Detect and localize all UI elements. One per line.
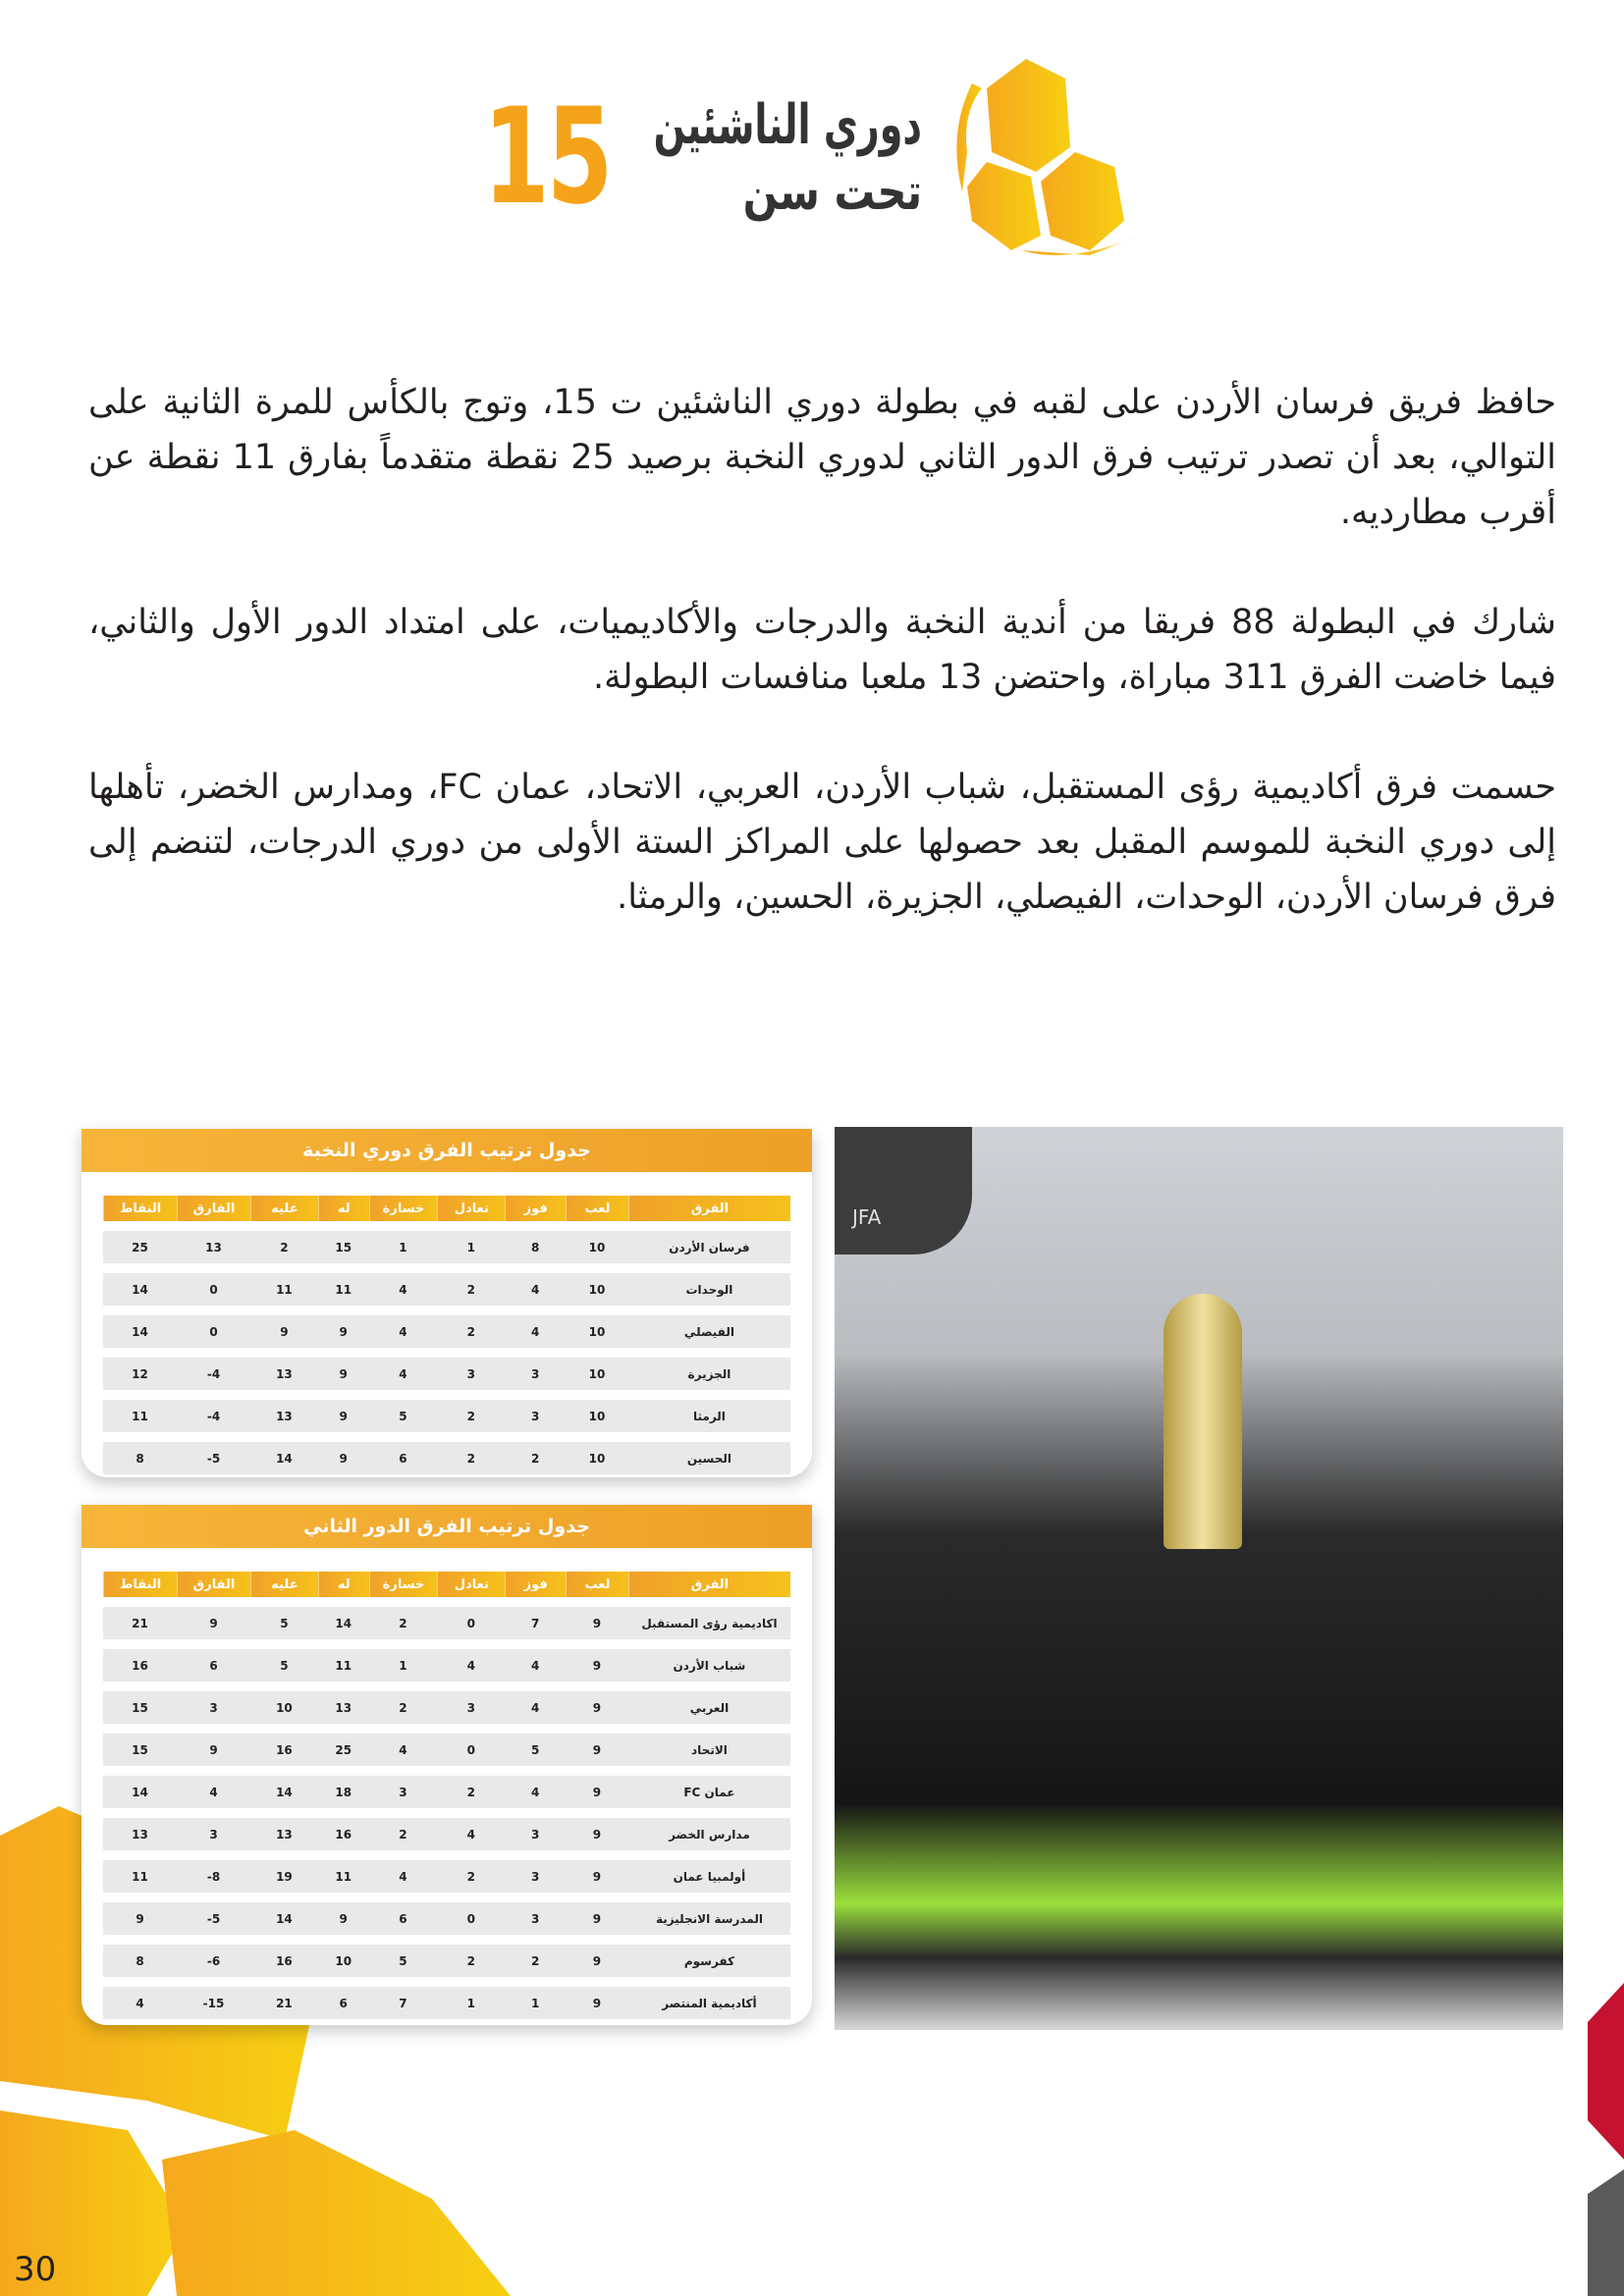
cell-points: 4 <box>103 1987 177 2019</box>
cell-won: 3 <box>505 1358 566 1390</box>
cell-goals-for: 13 <box>318 1691 369 1724</box>
cell-lost: 2 <box>369 1691 438 1724</box>
cell-goal-difference: 0 <box>177 1315 250 1348</box>
cell-goals-against: 19 <box>250 1860 318 1893</box>
cell-goals-for: 11 <box>318 1273 369 1306</box>
cell-team: عمان FC <box>628 1776 790 1808</box>
cell-won: 4 <box>505 1273 566 1306</box>
cell-lost: 4 <box>369 1273 438 1306</box>
cell-goal-difference: 6 <box>177 1649 250 1682</box>
standings-table <box>103 1562 790 2025</box>
cell-goals-against: 5 <box>250 1649 318 1682</box>
logo-age-number: 15 <box>483 80 611 234</box>
cell-won: 3 <box>505 1818 566 1850</box>
cell-drawn: 2 <box>437 1945 505 1977</box>
honeycomb-ball-icon <box>943 54 1164 265</box>
cell-team: المدرسة الانجليزية <box>628 1902 790 1935</box>
decorative-edge-shapes <box>1583 1983 1624 2296</box>
cell-played: 9 <box>566 1734 628 1766</box>
table-row <box>103 1400 790 1432</box>
cell-won: 3 <box>505 1860 566 1893</box>
cell-points: 25 <box>103 1231 177 1263</box>
cell-played: 10 <box>566 1315 628 1348</box>
cell-goals-against: 14 <box>250 1442 318 1474</box>
article-body <box>88 375 1556 980</box>
column-header-drawn: تعادل <box>437 1572 505 1597</box>
column-header-played: لعب <box>566 1572 628 1597</box>
cell-goals-for: 25 <box>318 1734 369 1766</box>
table-row <box>103 1231 790 1263</box>
column-header-goals-for: له <box>318 1572 369 1597</box>
cell-points: 13 <box>103 1818 177 1850</box>
cell-points: 14 <box>103 1776 177 1808</box>
cell-played: 10 <box>566 1273 628 1306</box>
cell-won: 4 <box>505 1776 566 1808</box>
cell-goals-for: 9 <box>318 1315 369 1348</box>
column-header-played: لعب <box>566 1196 628 1221</box>
cell-goals-against: 21 <box>250 1987 318 2019</box>
cell-won: 3 <box>505 1902 566 1935</box>
jfa-badge: JFA <box>835 1127 972 1255</box>
cell-team: كفرسوم <box>628 1945 790 1977</box>
table-row <box>103 1273 790 1306</box>
cell-lost: 1 <box>369 1649 438 1682</box>
cell-goal-difference: 5- <box>177 1442 250 1474</box>
cell-team: أولمبيا عمان <box>628 1860 790 1893</box>
table-row <box>103 1691 790 1724</box>
cell-points: 16 <box>103 1649 177 1682</box>
cell-drawn: 2 <box>437 1273 505 1306</box>
cell-team: اكاديمية رؤى المستقبل <box>628 1607 790 1639</box>
cell-drawn: 1 <box>437 1987 505 2019</box>
column-header-team: الفرق <box>628 1572 790 1597</box>
cell-team: الوحدات <box>628 1273 790 1306</box>
cell-team: الرمثا <box>628 1400 790 1432</box>
cell-goals-for: 18 <box>318 1776 369 1808</box>
cell-drawn: 2 <box>437 1315 505 1348</box>
cell-played: 9 <box>566 1607 628 1639</box>
cell-team: الاتحاد <box>628 1734 790 1766</box>
cell-goals-against: 13 <box>250 1358 318 1390</box>
trophy-icon <box>1164 1294 1242 1549</box>
cell-drawn: 2 <box>437 1860 505 1893</box>
table-row <box>103 1987 790 2019</box>
cell-goal-difference: 4- <box>177 1400 250 1432</box>
cell-points: 9 <box>103 1902 177 1935</box>
cell-goals-against: 13 <box>250 1818 318 1850</box>
cell-lost: 6 <box>369 1442 438 1474</box>
logo-title: دوري الناشئين <box>653 93 922 157</box>
cell-goals-for: 15 <box>318 1231 369 1263</box>
cell-goal-difference: 4- <box>177 1358 250 1390</box>
cell-played: 9 <box>566 1902 628 1935</box>
cell-goals-for: 14 <box>318 1607 369 1639</box>
column-header-team: الفرق <box>628 1196 790 1221</box>
cell-goals-for: 9 <box>318 1400 369 1432</box>
cell-points: 11 <box>103 1860 177 1893</box>
cell-goal-difference: 6- <box>177 1945 250 1977</box>
column-header-points: النقاط <box>103 1196 177 1221</box>
cell-won: 4 <box>505 1649 566 1682</box>
cell-goals-for: 16 <box>318 1818 369 1850</box>
paragraph: حسمت فرق أكاديمية رؤى المستقبل، شباب الأردن، العربي، الاتحاد، عمان FC، ومدارس الخضر، تأهلها إلى دوري النخبة للموسم المقبل بعد حصولها على المراكز الستة الأولى من دوري الدرجات، لتنضم إلى فرق فرسان الأردن، الوحدات، الفيصلي، الجزيرة، الحسين، والرمثا. <box>88 768 1557 917</box>
table-row <box>103 1776 790 1808</box>
column-header-drawn: تعادل <box>437 1196 505 1221</box>
paragraph: حافظ فريق فرسان الأردن على لقبه في بطولة دوري الناشئين ت 15، وتوج بالكأس للمرة الثانية على التوالي، بعد أن تصدر ترتيب فرق الدور الثاني لدوري النخبة برصيد 25 نقطة متقدماً بفارق 11 نقطة عن أقرب مطارديه. <box>88 383 1556 532</box>
cell-goals-against: 5 <box>250 1607 318 1639</box>
cell-points: 12 <box>103 1358 177 1390</box>
cell-won: 1 <box>505 1987 566 2019</box>
cell-won: 2 <box>505 1945 566 1977</box>
cell-won: 8 <box>505 1231 566 1263</box>
cell-goals-for: 9 <box>318 1902 369 1935</box>
cell-goal-difference: 13 <box>177 1231 250 1263</box>
cell-goals-against: 11 <box>250 1273 318 1306</box>
cell-played: 10 <box>566 1400 628 1432</box>
cell-played: 9 <box>566 1860 628 1893</box>
cell-points: 14 <box>103 1273 177 1306</box>
cell-points: 11 <box>103 1400 177 1432</box>
table-row <box>103 1358 790 1390</box>
table-row <box>103 1607 790 1639</box>
cell-won: 5 <box>505 1734 566 1766</box>
column-header-lost: خسارة <box>369 1196 438 1221</box>
cell-team: شباب الأردن <box>628 1649 790 1682</box>
cell-drawn: 3 <box>437 1358 505 1390</box>
cell-goals-for: 11 <box>318 1649 369 1682</box>
table-row <box>103 1945 790 1977</box>
cell-played: 10 <box>566 1358 628 1390</box>
cell-points: 15 <box>103 1734 177 1766</box>
cell-won: 3 <box>505 1400 566 1432</box>
cell-played: 9 <box>566 1987 628 2019</box>
cell-drawn: 0 <box>437 1607 505 1639</box>
cell-drawn: 4 <box>437 1649 505 1682</box>
cell-lost: 4 <box>369 1315 438 1348</box>
cell-won: 4 <box>505 1691 566 1724</box>
cell-points: 14 <box>103 1315 177 1348</box>
table-row <box>103 1315 790 1348</box>
cell-lost: 2 <box>369 1818 438 1850</box>
cell-lost: 4 <box>369 1358 438 1390</box>
cell-goals-for: 11 <box>318 1860 369 1893</box>
cell-team: الجزيرة <box>628 1358 790 1390</box>
cell-goals-for: 9 <box>318 1442 369 1474</box>
logo-subtitle: تحت سن <box>742 163 922 222</box>
trophy-celebration-photo <box>835 1127 1563 2030</box>
column-header-points: النقاط <box>103 1572 177 1597</box>
cell-goal-difference: 5- <box>177 1902 250 1935</box>
cell-goals-against: 9 <box>250 1315 318 1348</box>
cell-played: 9 <box>566 1818 628 1850</box>
table-title: جدول ترتيب الفرق الدور الثاني <box>81 1505 812 1548</box>
table-row <box>103 1649 790 1682</box>
paragraph: شارك في البطولة 88 فريقا من أندية النخبة والدرجات والأكاديميات، على امتداد الدور الأول والثاني، فيما خاضت الفرق 311 مباراة، واحتضن 13 ملعبا منافسات البطولة. <box>88 603 1556 697</box>
cell-goals-against: 14 <box>250 1776 318 1808</box>
cell-played: 9 <box>566 1776 628 1808</box>
cell-drawn: 3 <box>437 1691 505 1724</box>
cell-points: 15 <box>103 1691 177 1724</box>
cell-goals-for: 9 <box>318 1358 369 1390</box>
cell-team: الحسين <box>628 1442 790 1474</box>
column-header-goal-difference: الفارق <box>177 1572 250 1597</box>
cell-goals-for: 10 <box>318 1945 369 1977</box>
cell-points: 21 <box>103 1607 177 1639</box>
cell-team: العربي <box>628 1691 790 1724</box>
cell-lost: 6 <box>369 1902 438 1935</box>
cell-team: أكاديمية المنتصر <box>628 1987 790 2019</box>
cell-lost: 5 <box>369 1945 438 1977</box>
cell-goal-difference: 3 <box>177 1691 250 1724</box>
cell-drawn: 0 <box>437 1902 505 1935</box>
cell-played: 9 <box>566 1691 628 1724</box>
table-row <box>103 1902 790 1935</box>
table-row <box>103 1734 790 1766</box>
cell-goal-difference: 9 <box>177 1734 250 1766</box>
column-header-lost: خسارة <box>369 1572 438 1597</box>
cell-played: 9 <box>566 1945 628 1977</box>
cell-goal-difference: 0 <box>177 1273 250 1306</box>
cell-drawn: 2 <box>437 1442 505 1474</box>
cell-goals-against: 16 <box>250 1945 318 1977</box>
cell-lost: 4 <box>369 1734 438 1766</box>
cell-goals-against: 13 <box>250 1400 318 1432</box>
cell-lost: 4 <box>369 1860 438 1893</box>
column-header-goals-for: له <box>318 1196 369 1221</box>
cell-lost: 5 <box>369 1400 438 1432</box>
cell-goal-difference: 3 <box>177 1818 250 1850</box>
column-header-goal-difference: الفارق <box>177 1196 250 1221</box>
cell-points: 8 <box>103 1442 177 1474</box>
cell-goals-against: 14 <box>250 1902 318 1935</box>
cell-played: 9 <box>566 1649 628 1682</box>
cell-goal-difference: 9 <box>177 1607 250 1639</box>
cell-won: 4 <box>505 1315 566 1348</box>
cell-goal-difference: 8- <box>177 1860 250 1893</box>
table-row <box>103 1442 790 1474</box>
cell-team: فرسان الأردن <box>628 1231 790 1263</box>
cell-drawn: 2 <box>437 1776 505 1808</box>
cell-goals-for: 6 <box>318 1987 369 2019</box>
column-header-goals-against: عليه <box>250 1572 318 1597</box>
cell-lost: 7 <box>369 1987 438 2019</box>
cell-goal-difference: 15- <box>177 1987 250 2019</box>
cell-drawn: 0 <box>437 1734 505 1766</box>
column-header-won: فوز <box>505 1572 566 1597</box>
cell-lost: 2 <box>369 1607 438 1639</box>
second-round-standings-card <box>81 1505 812 2025</box>
table-title: جدول ترتيب الفرق دوري النخبة <box>81 1129 812 1172</box>
cell-goals-against: 2 <box>250 1231 318 1263</box>
cell-points: 8 <box>103 1945 177 1977</box>
cell-goals-against: 16 <box>250 1734 318 1766</box>
cell-lost: 1 <box>369 1231 438 1263</box>
cell-won: 2 <box>505 1442 566 1474</box>
cell-lost: 3 <box>369 1776 438 1808</box>
elite-league-standings-card <box>81 1129 812 1477</box>
cell-drawn: 4 <box>437 1818 505 1850</box>
cell-played: 10 <box>566 1231 628 1263</box>
cell-won: 7 <box>505 1607 566 1639</box>
column-header-goals-against: عليه <box>250 1196 318 1221</box>
table-row <box>103 1860 790 1893</box>
cell-goals-against: 10 <box>250 1691 318 1724</box>
cell-team: الفيصلي <box>628 1315 790 1348</box>
column-header-won: فوز <box>505 1196 566 1221</box>
cell-team: مدارس الخضر <box>628 1818 790 1850</box>
cell-goal-difference: 4 <box>177 1776 250 1808</box>
table-row <box>103 1818 790 1850</box>
cell-drawn: 1 <box>437 1231 505 1263</box>
cell-drawn: 2 <box>437 1400 505 1432</box>
page-number: 30 <box>14 2250 57 2289</box>
standings-table <box>103 1186 790 1477</box>
cell-played: 10 <box>566 1442 628 1474</box>
